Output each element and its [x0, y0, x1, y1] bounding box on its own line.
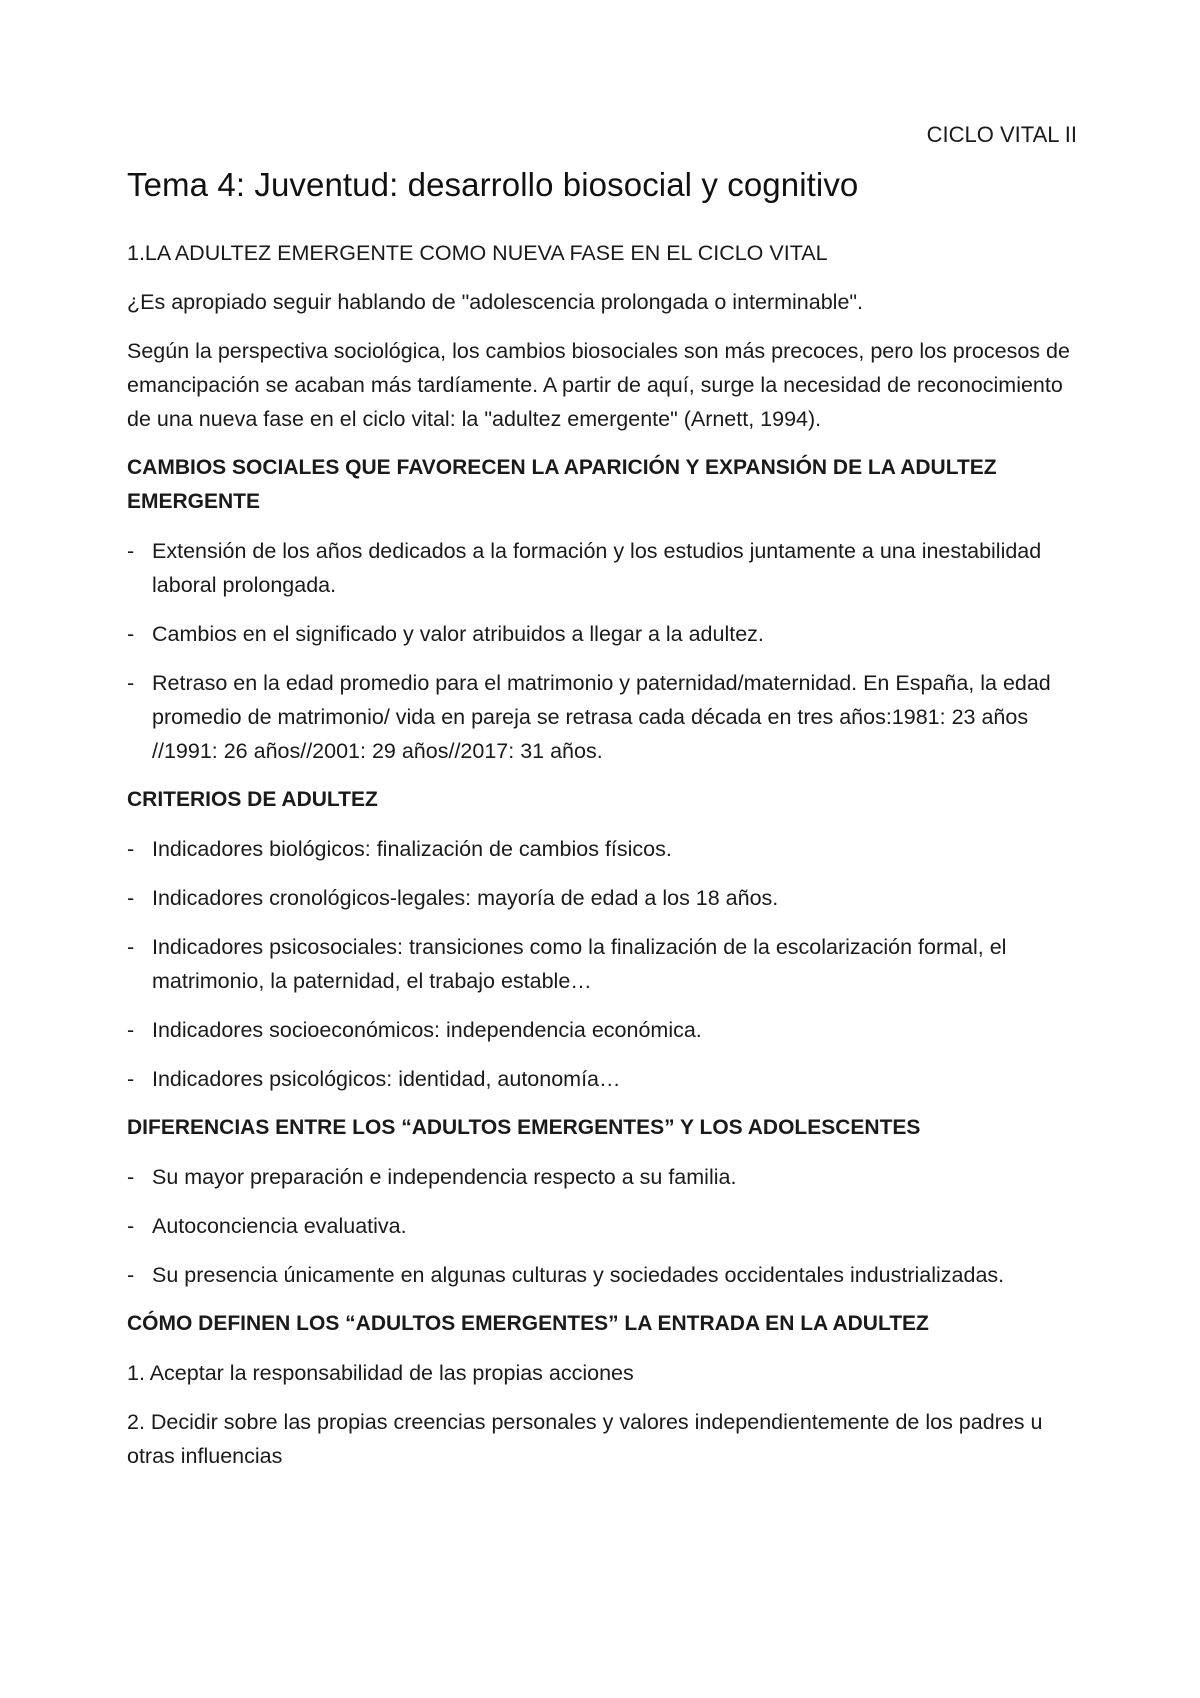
- document-page: [127, 0, 1077, 1698]
- numbered-item: 2. Decidir sobre las propias creencias personales y valores independientemente de los padres u otras influencias: [127, 1410, 1043, 1468]
- section-heading-diferencias: DIFERENCIAS ENTRE LOS “ADULTOS EMERGENTES” Y LOS ADOLESCENTES: [127, 1116, 921, 1139]
- section-subtitle: 1.LA ADULTEZ EMERGENTE COMO NUEVA FASE EN EL CICLO VITAL: [127, 241, 828, 265]
- section-heading-cambios-sociales: CAMBIOS SOCIALES QUE FAVORECEN LA APARICIÓN Y EXPANSIÓN DE LA ADULTEZ EMERGENTE: [127, 456, 997, 513]
- running-header: CICLO VITAL II: [926, 122, 1077, 147]
- section-heading-criterios: CRITERIOS DE ADULTEZ: [127, 788, 378, 811]
- list-item: - Indicadores psicológicos: identidad, autonomía…: [127, 1062, 1077, 1096]
- page-title: Tema 4: Juventud: desarrollo biosocial y cognitivo: [127, 166, 859, 203]
- list-item: - Retraso en la edad promedio para el matrimonio y paternidad/maternidad. En España, la edad promedio de matrimonio/ vida en pareja se retrasa cada década en tres años:1981: 23 años //1991: 26 años//2001: 29 años//2017: 31 años.: [127, 666, 1077, 768]
- list-diferencias: [127, 1160, 1077, 1292]
- numbered-item: 1. Aceptar la responsabilidad de las propias acciones: [127, 1361, 634, 1385]
- list-item: - Extensión de los años dedicados a la formación y los estudios juntamente a una inestabilidad laboral prolongada.: [127, 534, 1077, 602]
- list-item: - Indicadores cronológicos-legales: mayoría de edad a los 18 años.: [127, 881, 1077, 915]
- list-item: - Cambios en el significado y valor atribuidos a llegar a la adultez.: [127, 617, 1077, 651]
- list-item: - Autoconciencia evaluativa.: [127, 1209, 1077, 1243]
- list-item: - Indicadores biológicos: finalización de cambios físicos.: [127, 832, 1077, 866]
- section-heading-entrada-adultez: CÓMO DEFINEN LOS “ADULTOS EMERGENTES” LA ENTRADA EN LA ADULTEZ: [127, 1312, 929, 1335]
- list-item: - Su presencia únicamente en algunas culturas y sociedades occidentales industrializadas.: [127, 1258, 1077, 1292]
- intro-paragraph: Según la perspectiva sociológica, los cambios biosociales son más precoces, pero los procesos de emancipación se acaban más tardíamente. A partir de aquí, surge la necesidad de reconocimiento de una nueva fase en el ciclo vital: la "adultez emergente" (Arnett, 1994).: [127, 339, 1070, 431]
- list-criterios: [127, 832, 1077, 1096]
- list-cambios-sociales: [127, 534, 1077, 768]
- document-body: [127, 236, 1077, 1488]
- list-item: - Su mayor preparación e independencia respecto a su familia.: [127, 1160, 1077, 1194]
- list-item: - Indicadores psicosociales: transiciones como la finalización de la escolarización formal, el matrimonio, la paternidad, el trabajo estable…: [127, 930, 1077, 998]
- intro-question: ¿Es apropiado seguir hablando de "adolescencia prolongada o interminable".: [127, 290, 864, 314]
- list-item: - Indicadores socioeconómicos: independencia económica.: [127, 1013, 1077, 1047]
